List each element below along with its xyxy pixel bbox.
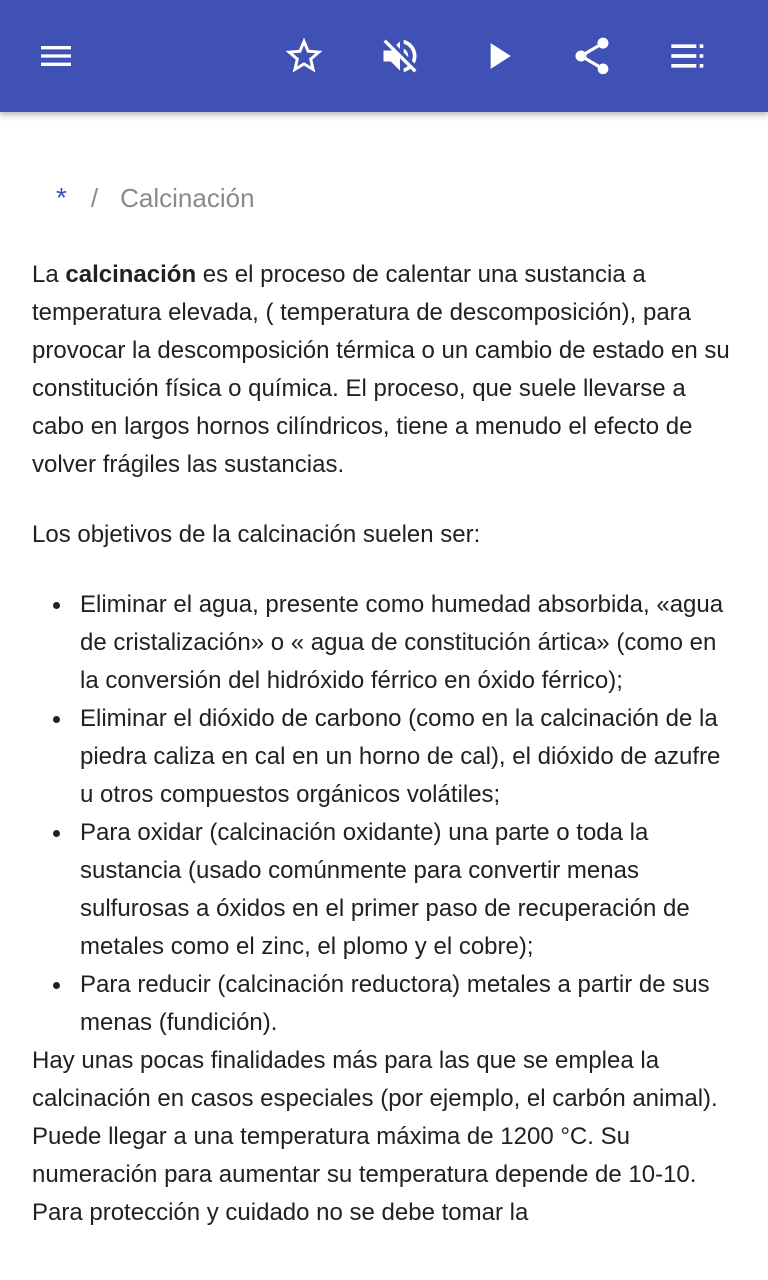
favorite-button[interactable] [272, 24, 336, 88]
intro-prefix: La [32, 261, 66, 288]
share-button[interactable] [560, 24, 624, 88]
app-toolbar [0, 0, 768, 112]
play-icon [476, 34, 520, 78]
article-body [32, 256, 736, 1232]
list-item [32, 814, 736, 966]
bullet-icon [53, 716, 60, 723]
list-item-text: Para reducir (calcinación reductora) metales a partir de sus menas (fundición). [80, 971, 710, 1036]
list-item [32, 700, 736, 814]
bullet-icon [53, 830, 60, 837]
playlist-icon [668, 36, 708, 76]
list-item-text: Para oxidar (calcinación oxidante) una parte o toda la sustancia (usado comúnmente para convertir menas sulfurosas a óxidos en el primer paso de recuperación de metales como el zinc, el plomo y el cobre); [80, 819, 690, 960]
menu-icon [36, 36, 76, 76]
bullet-icon [53, 982, 60, 989]
bullet-icon [53, 602, 60, 609]
intro-text: es el proceso de calentar una sustancia a temperatura elevada, ( temperatura de descomposición), para provocar la descomposición térmica o un cambio de estado en su constitución física o química. El proceso, que suele llevarse a cabo en largos hornos cilíndricos, tiene a menudo el efecto de volver frágiles las sustancias. [32, 261, 730, 478]
list-item-text: Eliminar el dióxido de carbono (como en la calcinación de la piedra caliza en cal en un horno de cal), el dióxido de azufre u otros compuestos orgánicos volátiles; [80, 705, 721, 808]
breadcrumb-home-link[interactable]: * [56, 182, 67, 213]
objectives-list [32, 586, 736, 1042]
intro-paragraph [32, 256, 736, 484]
breadcrumb [56, 178, 255, 218]
intro-term: calcinación [65, 261, 197, 288]
list-item [32, 966, 736, 1042]
breadcrumb-current: Calcinación [120, 183, 255, 213]
share-icon [570, 34, 614, 78]
breadcrumb-separator: / [90, 183, 99, 213]
objectives-intro: Los objetivos de la calcinación suelen ser: [32, 521, 481, 548]
list-item-text: Eliminar el agua, presente como humedad absorbida, «agua de cristalización» o « agua de constitución ártica» (como en la conversión del hidróxido férrico en óxido férrico); [80, 591, 724, 694]
mute-button[interactable] [368, 24, 432, 88]
volume-off-icon [378, 34, 422, 78]
contents-button[interactable] [656, 24, 720, 88]
list-item [32, 586, 736, 700]
star-outline-icon [282, 34, 326, 78]
play-button[interactable] [466, 24, 530, 88]
content-area[interactable] [0, 112, 768, 1280]
menu-button[interactable] [24, 24, 88, 88]
closing-paragraph: Hay unas pocas finalidades más para las que se emplea la calcinación en casos especiales (por ejemplo, el carbón animal). Puede llegar a una temperatura máxima de 1200 °C. Su numeración para aumentar su temperatura depende de 10-10. Para protección y cuidado no se debe tomar la [32, 1047, 718, 1226]
